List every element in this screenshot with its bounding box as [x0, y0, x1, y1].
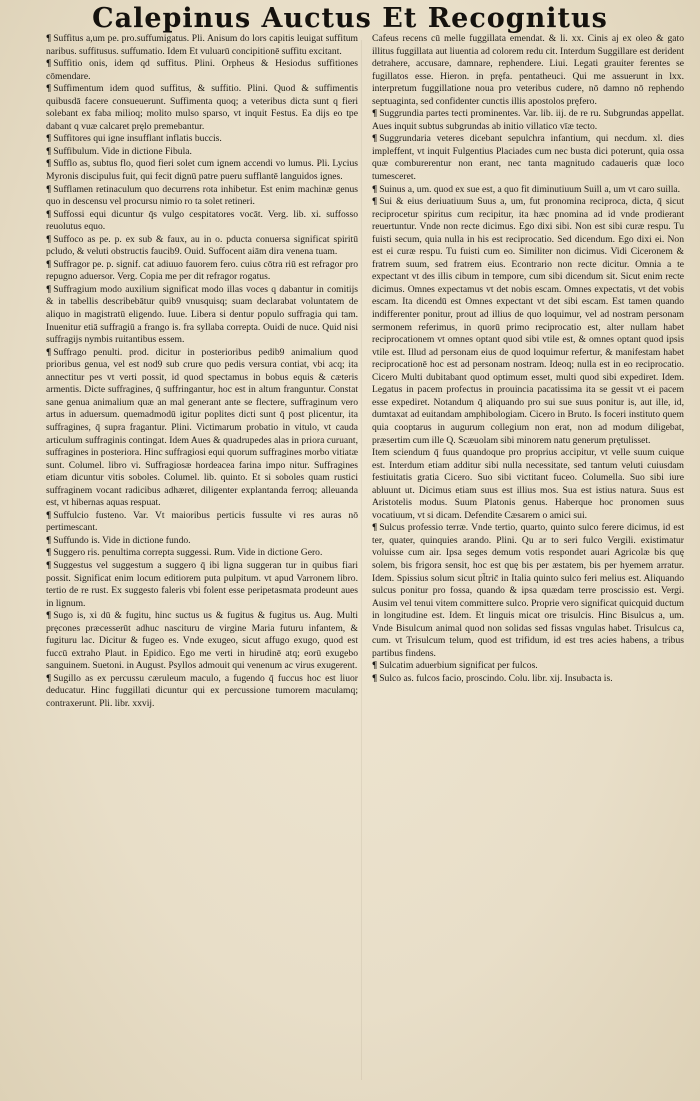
paragraph-mark-icon: ¶	[46, 58, 52, 70]
entry-text: Suffragium modo auxilium significat modo illas voces q dabantur in comitijs & in tabellis describebātur quib9 vnusquisq; suam declarabat voluntatem de aliquo in magistratū eligendo. Iuue. Libera si dentur populo suffragia qui tam. Inuenitur etiā suffragiū a frango is. fra syllaba correpta. Ouidi de nuce. Quid nisi suffragijs nymbis ruitantibus essem.	[46, 283, 358, 346]
paragraph-mark-icon: ¶	[46, 346, 52, 358]
entry-text: Suggero ris. penultima correpta suggessi. Rum. Vide in dictione Gero.	[53, 547, 323, 559]
entry-text: Suffitio onis, idem qd suffitus. Plini. Orpheus & Hesiodus suffitiones cōmendare.	[46, 58, 358, 82]
dictionary-entry	[46, 209, 358, 234]
entry-text: Suggestus vel suggestum a suggero q̄ ibi ligna suggeran tur in quibus fiari possit. Significat enim locum editiorem puta pulpitum. vt apud Varronem libro. tertio de re rust. Ex suggesto faleris vbi folent esse peripetasmata prodeunt aues in lignum.	[46, 559, 358, 609]
paragraph-mark-icon: ¶	[46, 208, 52, 220]
dictionary-entry	[46, 547, 358, 560]
dictionary-entry	[372, 447, 684, 522]
entry-text: Suffragor pe. p. signif. cat adiuuo fauorem fero. cuius cōtra riū est refragor pro repugno aduersor. Verg. Copia me per dit refragor rogatus.	[46, 258, 358, 283]
paragraph-mark-icon: ¶	[46, 33, 52, 44]
dictionary-entry	[46, 133, 358, 146]
dictionary-entry	[46, 33, 358, 58]
dictionary-entry	[372, 184, 684, 197]
dictionary-entry	[372, 196, 684, 447]
dictionary-entry	[46, 610, 358, 673]
dictionary-entry	[372, 522, 684, 660]
entry-text: Suffundo is. Vide in dictione fundo.	[53, 534, 191, 546]
dictionary-entry	[46, 284, 358, 347]
dictionary-entry	[372, 108, 684, 133]
dictionary-entry	[46, 58, 358, 83]
paragraph-mark-icon: ¶	[46, 509, 52, 521]
paragraph-mark-icon: ¶	[46, 133, 52, 145]
entry-text: Suffulcio fusteno. Var. Vt maioribus perticis fussulte vi res auras nō pertimescant.	[46, 509, 358, 534]
right-column	[372, 33, 684, 1093]
entry-text: Sufflo as, subtus flo, quod fieri solet cum ignem accendi vo lumus. Pli. Lycius Myronis discipulus fuit, qui fecit dignū patre pueru sufflantē languidos ignes.	[46, 158, 358, 183]
entry-text: Sulco as. fulcos facio, proscindo. Colu. libr. xij. Insubacta is.	[379, 672, 613, 684]
entry-text: Sulcatim aduerbium significat per fulcos.	[379, 660, 538, 672]
entry-text: Suffibulum. Vide in dictione Fibula.	[53, 145, 192, 157]
entry-text: Suinus a, um. quod ex sue est, a quo fit diminutiuum Suill a, um vt caro suilla.	[379, 183, 681, 195]
paragraph-mark-icon: ¶	[372, 522, 378, 534]
dictionary-entry	[372, 33, 684, 108]
entry-text: Sulcus professio terræ. Vnde tertio, quarto, quinto sulco ferere dicimus, id est ter, quater, quinquies arando. Plini. Qu ar to seri fulco Vergili. existimatur voluisse cum air. Ipsa seges demum votis respondet auari Agricolæ bis quę solem, bis frigora sensit, hoc est quę bis per æstatem, bis per hyemem arratur. Idem. Spissius solum sicut pl̄tric̄ in Italia quinto sulco feri melius est. Aliquando sulcus ponitur pro fossa, quando & ipsa quædam terre proscissio est. Vergi. Ausim vel tenui vitem committere sulco. Proprie vero significat quicquid ductum in longitudine est. Idem. Et linguis micat ore trisulcis. Hinc Bisulcus a, um. Vnde Bisulcum animal quod non solidas sed fissas vngulas habet. Trisulcus ca, cum. vt Trisulcum telum, quod est trifidum, id est tres acies habens, a tribus partibus findens.	[372, 522, 684, 659]
entry-text: Suffossi equi dicuntur q̄s vulgo cespitatores vocāt. Verg. lib. xi. suffosso reuolutus equo.	[46, 208, 358, 233]
paragraph-mark-icon: ¶	[372, 133, 378, 145]
page-title: Calepinus Auctus Et Recognitus	[92, 3, 608, 34]
entry-text: Item sciendum q̄ fuus quandoque pro proprius accipitur, vt velle suum cuique est. Interdum etiam additur sibi nulla necessitate, sed tantum veluti cuiusdam festiuitatis gratia Cicero. Suo sibi victitant fuceo. Columella. Suo sibi iure abluunt ut. Dicimus etiam suus est illius mos. Sua est istius natura. Suus est Aristotelis modus. Suum Platonis genus. Haberque hoc pronomen suus vocatiuum, vt si dicam. Defendite Cæsarem o amici sui.	[372, 447, 684, 521]
paragraph-mark-icon: ¶	[46, 672, 52, 684]
entry-text: Sufflamen retinaculum quo decurrens rota inhibetur. Est enim machinæ genus quo in descensu vel procursu nimio ro ta solet retineri.	[46, 183, 358, 208]
entry-text: Suffitores qui igne insufflant inflatis buccis.	[53, 133, 222, 145]
left-column	[46, 33, 358, 1093]
entry-text: Suggrundaria veteres dicebant sepulchra infantium, qui necdum. xl. dies impleffent, vt inquit Fulgentius Placiades cum nec busta dici poterunt, quia ossa quæ comburerentur non erant, nec tanta magnitudo cadaueris quæ loco tumesceret.	[372, 133, 684, 183]
paragraph-mark-icon: ¶	[46, 145, 52, 157]
dictionary-entry	[46, 510, 358, 535]
dictionary-entry	[46, 535, 358, 548]
entry-text: Suffrago penulti. prod. dicitur in posterioribus pedib9 animalium quod prioribus genua, vel est nod9 sub crure quo pedis versura contiat, vbi acq; ita annectitur pes vt verti possit, id quod spectamus in bobus equis & cæteris armentis. Dicte suffragines, q̄ suffringantur, hoc est in altum franguntur. Constat sane genua animalium quæ an mal generant ante se flectere, suffraginum vero artus in aduersum. quemadmodū igitur poplites dicti sunt q̄ post plicentur, ita suffragines, q̄ supra fragantur. Plini. Victimarum probatio in vitulo, vt cauda articulum suffraginis contingat. Idem Aues & quadrupedes alas in priora curuant, suffragines in posteriora. Hinc suffragiosi equi quorum suffragines morbo vitiatæ sunt. Columel. libro vi. Suffragiosæ hordeacea farina impo nitur. Suffragines etiam dicuntur vitis soboles. Columel. lib. quinto. Et si soboles quam rustici suffraginem vocant radicibus adhæret, diligenter explantanda ferroq; alleuanda est, vt hibernas aquas respuat.	[46, 346, 358, 509]
dictionary-entry	[46, 146, 358, 159]
dictionary-entry	[46, 158, 358, 183]
paragraph-mark-icon: ¶	[46, 283, 52, 295]
paragraph-mark-icon: ¶	[46, 610, 52, 622]
paragraph-mark-icon: ¶	[46, 559, 52, 571]
dictionary-entry	[46, 83, 358, 133]
paragraph-mark-icon: ¶	[46, 258, 52, 270]
paragraph-mark-icon: ¶	[372, 108, 378, 120]
dictionary-entry	[46, 560, 358, 610]
entry-text: Sugillo as ex percussu cæruleum maculo, a fugendo q̄ fuccus hoc est liuor deducatur. Hinc fuggillati dicuntur qui ex percussione tumorem maculamq; contraxerunt. Pli. libr. xxvij.	[46, 672, 358, 709]
column-gutter	[361, 40, 362, 1080]
paragraph-mark-icon: ¶	[46, 158, 52, 170]
dictionary-entry	[46, 184, 358, 209]
dictionary-entry	[46, 234, 358, 259]
paragraph-mark-icon: ¶	[372, 672, 378, 684]
paragraph-mark-icon: ¶	[372, 196, 378, 208]
entry-text: Sui & eius deriuatiuum Suus a, um, fut pronomina reciproca, dicta, q̄ sicut reciprocetur spiritus cum recipitur, ita hæc pnomina ad id vnde prodierant reuertuntur. Vnde non recte dicimus. Ego dixi sibi. Non est sibi curæ respu. Tu fuisti secum, quia nulla in his est reciprocatio. Sed dicendum. Ego dixi ei. Non est ei curæ respu. Tu fuisti cum eo. Similiter non dicimus. Vidi Ciceronem & fratrem suum, sed fratrem eius. Econtrario non recte dicitur. Omnia a te expectant vt des illis cibum in tempore, cum sibi dicendum sit. Sicut enim recte dicimus. Omnes expectamus vt det nobis escam. Omnes expectatis, vt det vobis escam. Ita dicendū est Omnes expectant vt det sibi escam. Est tamen quando indifferenter ponitur, prout ad illius de quo loquimur, vel ad nostram personam sermonem referimus, in quorū primo reciprocatio est, alter nullam habet reciprocationem vt omnes optant quod sibi vtile est, & omnes optant quod ipsis vtile est. Illud ad personam eius de quod loquimur refertur, & manifestam habet reciprocationē hoc est ad personam nostram. Ideoq; nulla est in eo reciprocatio. Cicero Multi dubitabant quod optimum esset, multi quod sibi expediret. Idem. Legatus in pacem profectus in prouincia pacatissima ita se gessit vt ei pacem esse expediret. Notandum q̄ aliquando pro sui sue suus ponitur is, aut ille, id, dumtaxat ad euitandam amphibologiam. Cicero in Bruto. Is foceri instituto quem quia cooptarus in augurum collegium non erat, non ad modum diligebat, præsertim cum ille Q. Scæuolam sibi minorem natu generum prętulisset.	[372, 196, 684, 446]
dictionary-entry	[372, 673, 684, 686]
entry-text: Suffoco as pe. p. ex sub & faux, au in o. pducta conuersa significat spiritū pcludo, & veluti obstructis faucib9. Ouid. Suffocent aiām dira venena tuam.	[46, 233, 358, 258]
paragraph-mark-icon: ¶	[46, 183, 52, 195]
dictionary-entry	[46, 259, 358, 284]
paragraph-mark-icon: ¶	[372, 183, 378, 195]
dictionary-entry	[372, 133, 684, 183]
entry-text: Sugo is, xi dū & fugitu, hinc suctus us & fugitus & fugitus us. Aug. Multi pręcones præcesserūt adhuc nascituru de virgine Maria futuru infantem, & fugituru lac. Dicitur & fugeo es. Vnde exugeo, sicut affugo exugo, quod est fuccū extraho Plaut. in Epidico. Ego me verti in hirudinē atq; eorū exugebo sanguinem. Suetoni. in August. Psyllos admouit qui venenum ac virus exugerent.	[46, 610, 358, 672]
dictionary-entry	[46, 673, 358, 711]
paragraph-mark-icon: ¶	[46, 83, 52, 95]
paragraph-mark-icon: ¶	[46, 534, 52, 546]
paragraph-mark-icon: ¶	[46, 233, 52, 245]
dictionary-entry	[46, 347, 358, 510]
entry-text: Cafeus recens cū melle fuggillata emendat. & li. xx. Cinis aj ex oleo & gato illitus fuggillata aut liuentia ad colorem redu cit. Interdum Suggillare est derident detrahere, accusare, damnare, rephendere. Liui. Legati grauiter ferentes se fugillatos esse. Hieron. in pręfa. pentatheuci. Qui me assuerunt in lxx. interpretum fuggillatione noua pro veteribus cudere, nō damno nō rephendo septuaginta, sed confidenter cunctis illis apostolos pręfero.	[372, 33, 684, 107]
paragraph-mark-icon: ¶	[46, 547, 52, 559]
dictionary-entry	[372, 660, 684, 673]
paragraph-mark-icon: ¶	[372, 660, 378, 672]
entry-text: Suffitus a,um pe. pro.suffumigatus. Pli. Anisum do lors capitis leuigat suffitum naribus. suffitusus. suffumatio. Idem Et vuluarū concipitionē suffitu excitant.	[46, 33, 358, 57]
entry-text: Suffimentum idem quod suffitus, & suffitio. Plini. Quod & suffimentis quibusdā facere consueuerunt. Suffimenta quoq; a veteribus dicta sunt q fieri solebant ex faba milioq; molito mulso sparso, vt inquit Festus. Ea dijs eo tpe dabant q vuæ calcaret pręlo premebantur.	[46, 83, 358, 132]
entry-text: Suggrundia partes tecti prominentes. Var. lib. iij. de re ru. Subgrundas appellat. Aues inquit subtus subgrundas ab initio villatico vīæ tecto.	[372, 108, 684, 132]
